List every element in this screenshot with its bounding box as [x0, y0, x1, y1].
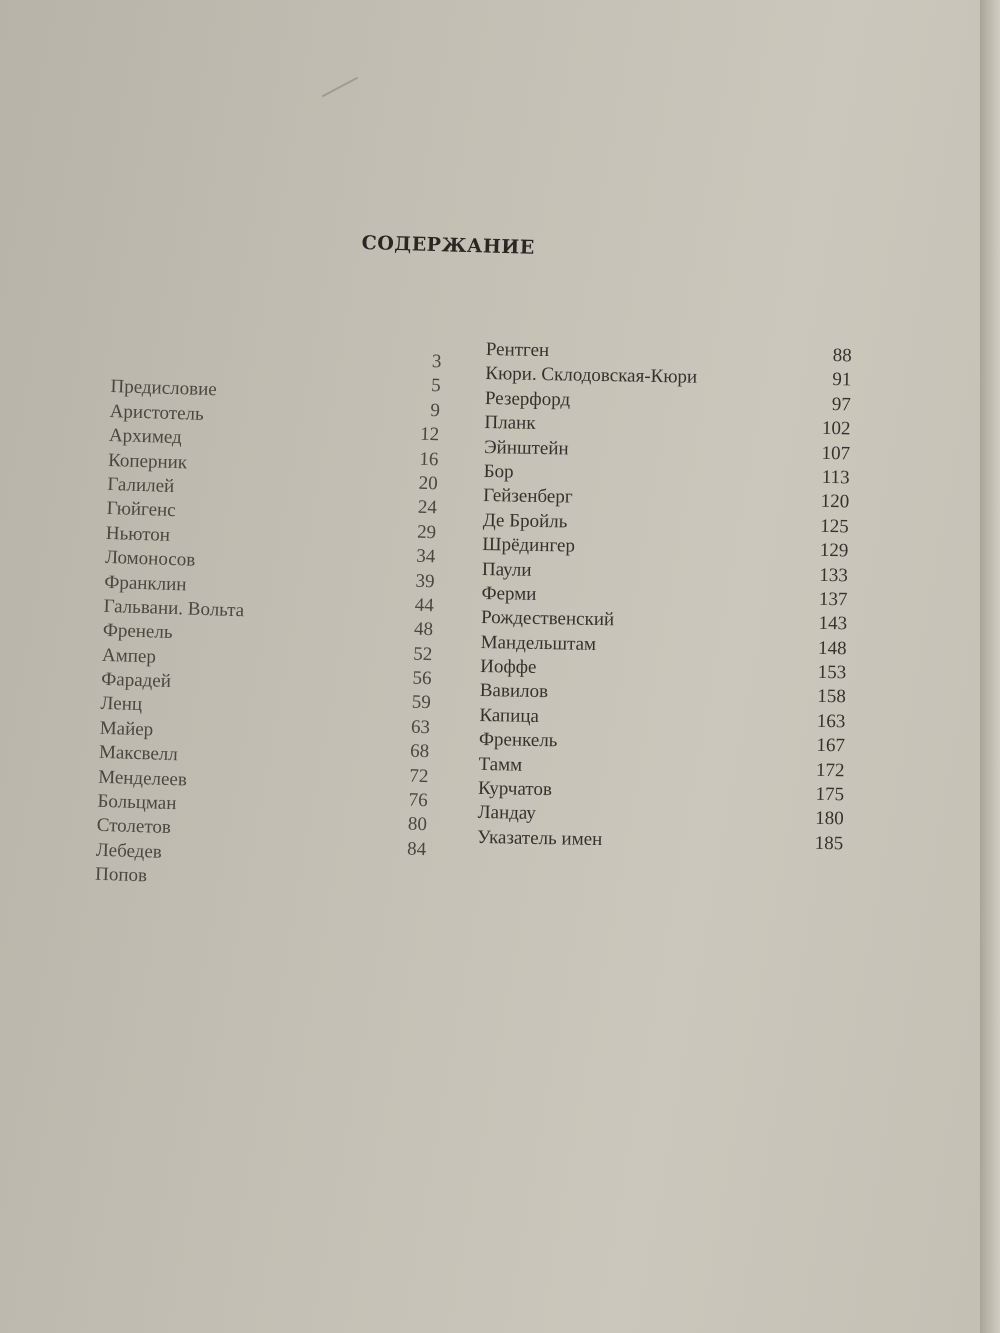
toc-entry-page: 76: [408, 789, 429, 812]
toc-entry-page: 29: [416, 521, 437, 544]
toc-left-column: [95, 340, 442, 887]
toc-entry-page: 97: [831, 393, 852, 416]
toc-entry-name: Архимед: [108, 425, 183, 449]
toc-entry-page: 172: [815, 759, 845, 781]
toc-entry-page: 158: [817, 686, 846, 708]
toc-entry-name: Ленц: [100, 693, 143, 716]
toc-entry-page: 175: [815, 783, 845, 806]
page-edge: [980, 0, 1000, 1333]
toc-entry-page: 24: [417, 497, 438, 519]
toc-entry-name: Ферми: [481, 582, 537, 605]
toc-entry-name: Ломоносов: [104, 547, 196, 571]
toc-entry-name: Вавилов: [479, 680, 549, 703]
toc-entry-name: Лебедев: [95, 839, 163, 863]
toc-entry-name: Попов: [94, 863, 148, 887]
paper-scratch: [322, 77, 358, 98]
toc-entry-name: Майер: [99, 717, 154, 741]
toc-entry-page: 125: [820, 515, 849, 538]
toc-entry-page: 180: [814, 808, 844, 830]
toc-entry-page: 63: [410, 716, 431, 739]
toc-entry-name: Мандельштам: [480, 631, 597, 655]
toc-entry-name: Курчатов: [477, 777, 553, 801]
toc-entry-name: Бор: [483, 460, 514, 483]
toc-entry-page: 167: [816, 735, 846, 757]
toc-entry-name: Френкель: [478, 729, 558, 752]
toc-entry-page: 133: [819, 564, 849, 586]
toc-entry-name: Тамм: [478, 753, 523, 776]
toc-entry-name: Ландау: [477, 802, 537, 825]
toc-entry-name: Фарадей: [101, 668, 172, 693]
toc-entry-name: Галилей: [107, 473, 175, 497]
toc-entry-page: 12: [419, 423, 440, 446]
toc-entry-name: Максвелл: [98, 742, 179, 766]
toc-entry-page: 44: [414, 594, 435, 617]
toc-entry-page: 129: [819, 539, 849, 562]
toc-entry-name: Паули: [481, 558, 532, 581]
toc-entry-page: 34: [416, 545, 436, 568]
toc-entry-page: 148: [817, 637, 847, 660]
toc-entry-name: Эйнштейн: [483, 436, 569, 460]
toc-entry-name: Столетов: [96, 815, 172, 839]
toc-entry-page: 48: [413, 618, 434, 641]
toc-entry-page: 72: [409, 765, 429, 787]
toc-entry-page: 3: [431, 351, 442, 373]
toc-entry-name: Планк: [484, 412, 536, 435]
toc-entry-name: Шрёдингер: [482, 534, 576, 557]
toc-entry-name: Рентген: [485, 338, 550, 362]
toc-entry-name: Иоффе: [480, 656, 537, 679]
toc-entry-page: 84: [406, 838, 427, 860]
toc-entry-name: Френель: [102, 620, 173, 644]
toc-entry-page: 68: [409, 740, 430, 763]
toc-entry-page: 56: [412, 667, 432, 690]
toc-entry-name: Ампер: [101, 644, 157, 668]
toc-entry-name: Франклин: [104, 571, 187, 595]
toc-entry-page: 143: [818, 613, 848, 635]
toc-entry-page: 88: [832, 345, 852, 367]
toc-entry-name: Гейзенберг: [483, 485, 573, 508]
toc-entry-page: 91: [832, 369, 852, 391]
toc-entry: [477, 826, 843, 857]
toc-entry-page: 153: [817, 661, 847, 684]
toc-entry-name: Резерфорд: [484, 387, 571, 411]
toc-entry-page: 102: [821, 418, 851, 440]
toc-entry-name: Ньютон: [105, 522, 171, 546]
toc-entry-name: Де Бройль: [482, 509, 568, 533]
toc-entry-page: 52: [412, 643, 433, 665]
toc-entry-page: 5: [430, 375, 442, 397]
toc-entry-name: Гальвани. Вольта: [103, 595, 245, 622]
toc-entry-page: 59: [411, 692, 432, 714]
toc-entry-page: 20: [418, 472, 438, 495]
toc-entry-name: Рождественский: [480, 607, 615, 631]
toc-entry-page: 80: [407, 813, 428, 836]
toc-entry-name: Гюйгенс: [106, 498, 176, 522]
toc-entry-name: Предисловие: [110, 376, 218, 401]
page-title: СОДЕРЖАНИЕ: [361, 232, 536, 259]
toc-entry-page: 185: [814, 832, 844, 855]
toc-entry-name: Кюри. Склодовская-Кюри: [485, 363, 698, 389]
toc-entry-page: 107: [821, 442, 851, 464]
toc-entry-page: 137: [818, 588, 848, 611]
toc-entry-page: 113: [821, 466, 850, 489]
toc-entry-page: 9: [430, 399, 441, 422]
toc-entry-name: Коперник: [107, 449, 188, 473]
toc-entry-name: Указатель имен: [477, 826, 603, 850]
toc-right-column: [477, 338, 852, 857]
toc-entry-name: Менделеев: [97, 766, 188, 791]
toc-entry-page: 163: [816, 710, 846, 733]
toc-entry-page: 16: [419, 448, 439, 470]
toc-entry-page: 120: [820, 491, 850, 513]
toc-entry-page: 39: [415, 570, 435, 592]
toc-entry-name: Аристотель: [109, 400, 205, 425]
toc-entry-name: Больцман: [97, 790, 177, 815]
toc-entry-name: Капица: [479, 704, 540, 727]
